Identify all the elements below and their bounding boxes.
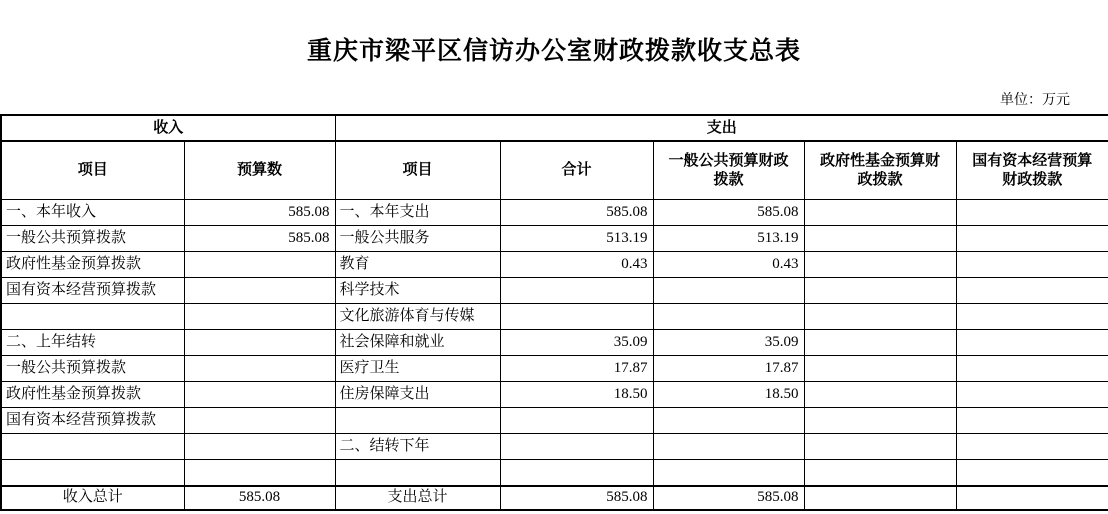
cell-exp-state-capital-fund xyxy=(956,356,1108,382)
cell-income-budget xyxy=(184,356,335,382)
income-section-header: 收入 xyxy=(1,115,335,141)
table-row xyxy=(1,434,1108,460)
cell-exp-total: 18.50 xyxy=(500,382,653,408)
unit-note: 单位：万元 xyxy=(1000,93,1070,108)
table-row xyxy=(1,304,1108,330)
cell-income-item: 收入总计 xyxy=(1,486,184,510)
cell-income-budget xyxy=(184,434,335,460)
col-header-general-public-fund: 一般公共预算财政拨款 xyxy=(653,141,804,200)
cell-income-budget xyxy=(184,252,335,278)
table-row xyxy=(1,356,1108,382)
cell-exp-general-public-fund: 0.43 xyxy=(653,252,804,278)
cell-exp-state-capital-fund xyxy=(956,252,1108,278)
col-header-income-budget: 预算数 xyxy=(184,141,335,200)
cell-exp-item: 教育 xyxy=(335,252,500,278)
page-title: 重庆市梁平区信访办公室财政拨款收支总表 xyxy=(306,38,801,65)
column-header-row xyxy=(1,141,1108,200)
cell-income-item: 国有资本经营预算拨款 xyxy=(1,408,184,434)
cell-exp-state-capital-fund xyxy=(956,200,1108,226)
cell-exp-general-public-fund xyxy=(653,304,804,330)
cell-exp-state-capital-fund xyxy=(956,278,1108,304)
cell-exp-general-public-fund: 513.19 xyxy=(653,226,804,252)
cell-income-item: 国有资本经营预算拨款 xyxy=(1,278,184,304)
cell-exp-state-capital-fund xyxy=(956,226,1108,252)
table-row xyxy=(1,200,1108,226)
cell-exp-gov-fund xyxy=(804,330,956,356)
table-row xyxy=(1,408,1108,434)
cell-income-budget xyxy=(184,304,335,330)
cell-exp-total xyxy=(500,434,653,460)
cell-exp-gov-fund xyxy=(804,382,956,408)
cell-exp-gov-fund xyxy=(804,408,956,434)
totals-row xyxy=(1,486,1108,510)
cell-exp-gov-fund xyxy=(804,226,956,252)
cell-income-item: 政府性基金预算拨款 xyxy=(1,252,184,278)
cell-exp-total: 17.87 xyxy=(500,356,653,382)
cell-exp-item: 一般公共服务 xyxy=(335,226,500,252)
col-header-income-item: 项目 xyxy=(1,141,184,200)
cell-exp-total: 585.08 xyxy=(500,486,653,510)
cell-income-budget xyxy=(184,278,335,304)
cell-exp-total xyxy=(500,408,653,434)
cell-income-item: 二、上年结转 xyxy=(1,330,184,356)
table-row xyxy=(1,382,1108,408)
cell-exp-item: 一、本年支出 xyxy=(335,200,500,226)
cell-income-item xyxy=(1,434,184,460)
cell-exp-state-capital-fund xyxy=(956,486,1108,510)
cell-income-budget xyxy=(184,408,335,434)
cell-exp-general-public-fund xyxy=(653,434,804,460)
cell-income-budget: 585.08 xyxy=(184,226,335,252)
cell-income-budget xyxy=(184,330,335,356)
cell-exp-item: 文化旅游体育与传媒 xyxy=(335,304,500,330)
cell-income-budget xyxy=(184,382,335,408)
cell-exp-total: 585.08 xyxy=(500,200,653,226)
cell-exp-item xyxy=(335,408,500,434)
cell-exp-total xyxy=(500,460,653,486)
cell-exp-gov-fund xyxy=(804,252,956,278)
budget-table xyxy=(0,114,1108,511)
cell-exp-gov-fund xyxy=(804,486,956,510)
cell-exp-total xyxy=(500,304,653,330)
cell-income-item: 一般公共预算拨款 xyxy=(1,356,184,382)
cell-exp-gov-fund xyxy=(804,434,956,460)
cell-exp-item: 支出总计 xyxy=(335,486,500,510)
cell-exp-item: 二、结转下年 xyxy=(335,434,500,460)
cell-exp-general-public-fund: 585.08 xyxy=(653,486,804,510)
cell-income-item xyxy=(1,304,184,330)
cell-exp-general-public-fund: 17.87 xyxy=(653,356,804,382)
cell-exp-general-public-fund: 18.50 xyxy=(653,382,804,408)
table-body xyxy=(1,200,1108,510)
cell-exp-state-capital-fund xyxy=(956,304,1108,330)
col-header-exp-total: 合计 xyxy=(500,141,653,200)
cell-exp-item: 科学技术 xyxy=(335,278,500,304)
cell-exp-gov-fund xyxy=(804,356,956,382)
col-header-gov-fund: 政府性基金预算财政拨款 xyxy=(804,141,956,200)
col-header-exp-item: 项目 xyxy=(335,141,500,200)
cell-exp-gov-fund xyxy=(804,460,956,486)
cell-income-item: 一般公共预算拨款 xyxy=(1,226,184,252)
cell-exp-state-capital-fund xyxy=(956,408,1108,434)
cell-exp-item: 住房保障支出 xyxy=(335,382,500,408)
cell-exp-item xyxy=(335,460,500,486)
cell-income-item xyxy=(1,460,184,486)
cell-exp-general-public-fund xyxy=(653,278,804,304)
cell-exp-total: 513.19 xyxy=(500,226,653,252)
expenditure-section-header: 支出 xyxy=(335,115,1108,141)
cell-exp-gov-fund xyxy=(804,200,956,226)
cell-income-budget: 585.08 xyxy=(184,486,335,510)
table-row xyxy=(1,252,1108,278)
table-row xyxy=(1,330,1108,356)
section-header-row xyxy=(1,115,1108,141)
cell-exp-general-public-fund xyxy=(653,460,804,486)
cell-exp-total xyxy=(500,278,653,304)
cell-income-budget: 585.08 xyxy=(184,200,335,226)
col-header-state-capital-fund: 国有资本经营预算财政拨款 xyxy=(956,141,1108,200)
cell-exp-gov-fund xyxy=(804,278,956,304)
cell-income-item: 一、本年收入 xyxy=(1,200,184,226)
cell-exp-item: 医疗卫生 xyxy=(335,356,500,382)
cell-exp-general-public-fund xyxy=(653,408,804,434)
cell-exp-state-capital-fund xyxy=(956,330,1108,356)
cell-income-item: 政府性基金预算拨款 xyxy=(1,382,184,408)
cell-exp-general-public-fund: 35.09 xyxy=(653,330,804,356)
cell-income-budget xyxy=(184,460,335,486)
cell-exp-total: 0.43 xyxy=(500,252,653,278)
table-row xyxy=(1,460,1108,486)
cell-exp-item: 社会保障和就业 xyxy=(335,330,500,356)
cell-exp-total: 35.09 xyxy=(500,330,653,356)
table-row xyxy=(1,278,1108,304)
cell-exp-general-public-fund: 585.08 xyxy=(653,200,804,226)
cell-exp-state-capital-fund xyxy=(956,460,1108,486)
table-row xyxy=(1,226,1108,252)
cell-exp-state-capital-fund xyxy=(956,382,1108,408)
cell-exp-state-capital-fund xyxy=(956,434,1108,460)
cell-exp-gov-fund xyxy=(804,304,956,330)
